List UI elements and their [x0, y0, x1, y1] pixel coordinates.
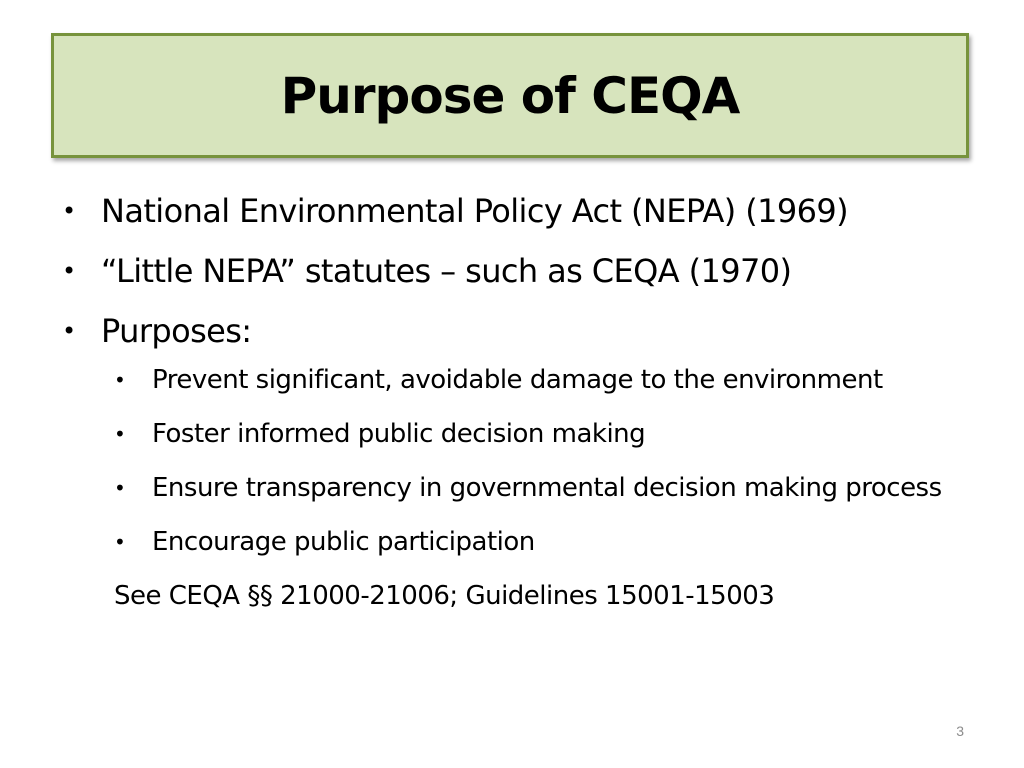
- slide-content: [60, 188, 980, 618]
- purpose-item: [112, 412, 980, 456]
- sub-bullet-point-icon: •: [114, 368, 126, 392]
- bullet-little-nepa: [60, 248, 980, 294]
- purpose-text: Prevent significant, avoidable damage to the environment: [152, 365, 883, 395]
- bullet-text: Purposes:: [101, 312, 252, 350]
- purpose-item: [112, 358, 980, 402]
- bullet-point-icon: •: [62, 317, 76, 345]
- bullet-nepa: [60, 188, 980, 234]
- sub-bullet-point-icon: •: [114, 530, 126, 554]
- slide-title: Purpose of CEQA: [280, 66, 740, 125]
- purpose-text: Foster informed public decision making: [152, 419, 646, 449]
- sub-bullet-point-icon: •: [114, 422, 126, 446]
- purpose-text: Ensure transparency in governmental decision making process: [152, 473, 942, 503]
- bullet-point-icon: •: [62, 257, 76, 285]
- sub-bullet-point-icon: •: [114, 476, 126, 500]
- bullet-text: “Little NEPA” statutes – such as CEQA (1970): [101, 252, 792, 290]
- title-box: [51, 33, 969, 158]
- bullet-text: National Environmental Policy Act (NEPA) (1969): [101, 192, 849, 230]
- purpose-item: [112, 520, 980, 564]
- bullet-point-icon: •: [62, 197, 76, 225]
- page-number: 3: [956, 723, 964, 739]
- purpose-text: Encourage public participation: [152, 527, 535, 557]
- citation-note: See CEQA §§ 21000-21006; Guidelines 15001-15003: [114, 581, 775, 611]
- bullet-purposes: [60, 308, 980, 354]
- purpose-item: [112, 466, 980, 510]
